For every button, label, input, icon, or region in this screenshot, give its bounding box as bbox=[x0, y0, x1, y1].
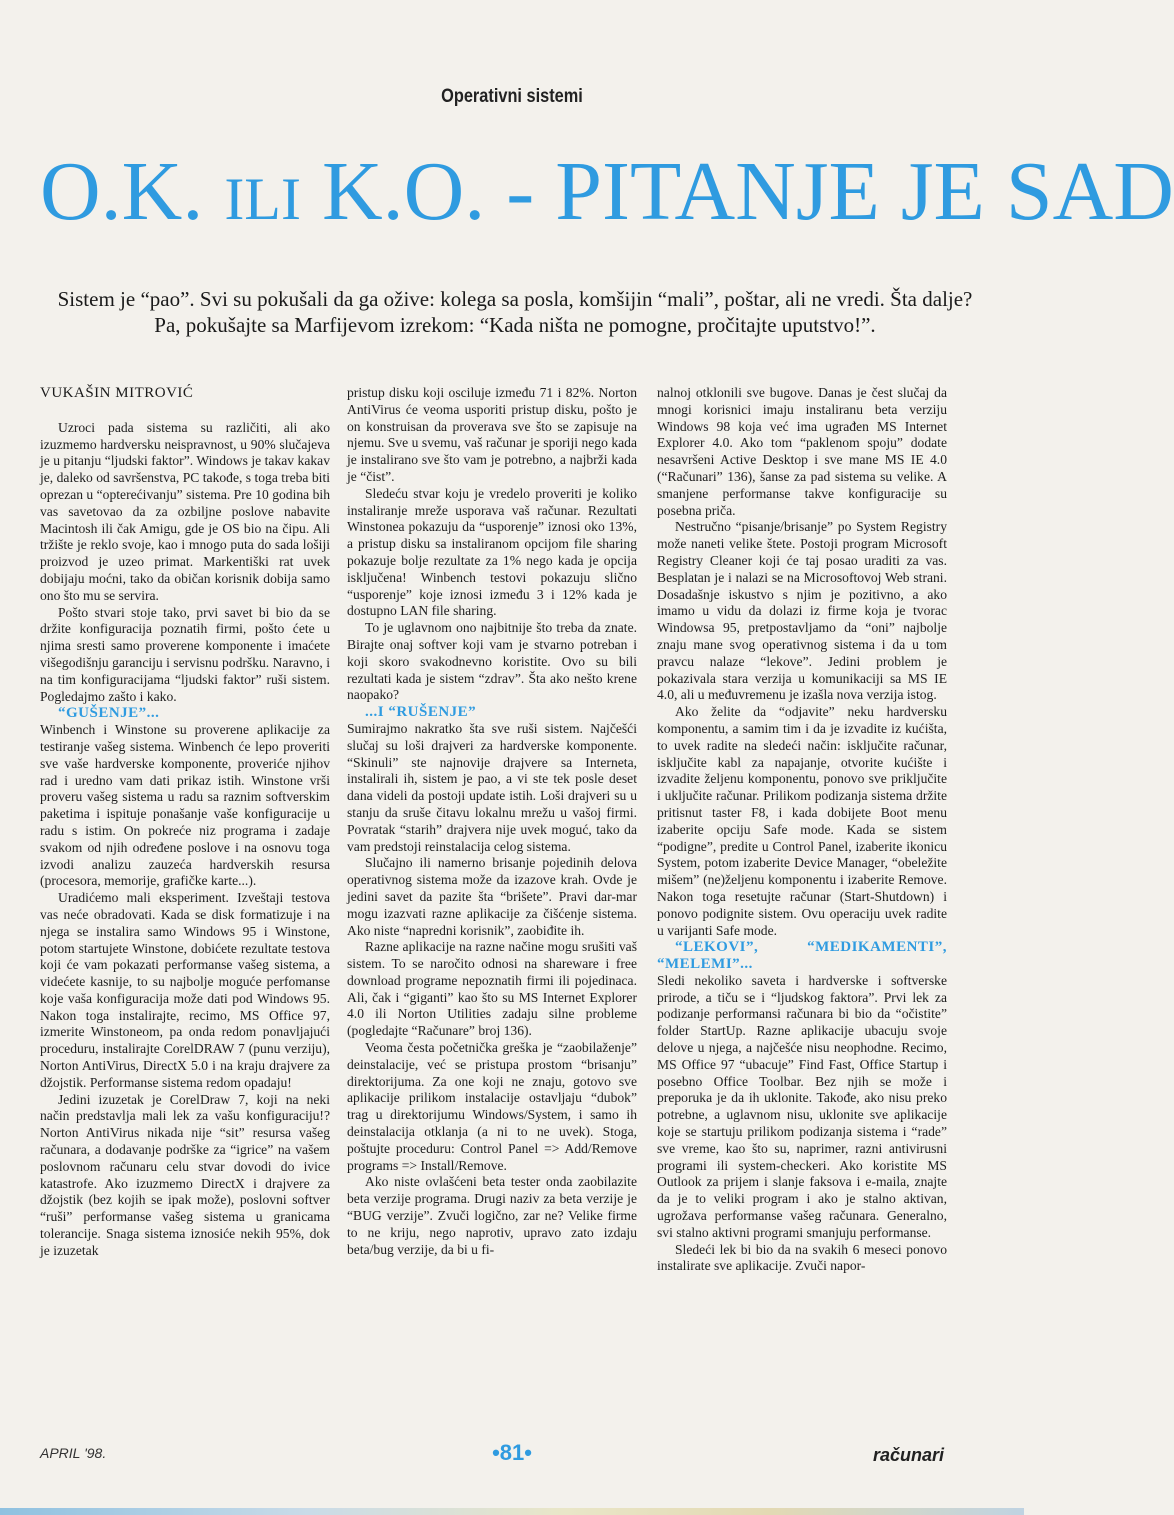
column-2 bbox=[347, 385, 637, 1258]
paragraph: Slučajno ili namerno brisanje pojedinih delova operativnog sistema može da izazove krah. Ovde je jedini savet da pazite šta “brišete”. Pravi dar-mar mogu izazvati razne aplikacije za čišćenje sistema. Ako niste “napredni korisnik”, zaobiđite ih. bbox=[347, 855, 637, 938]
paragraph: Nestručno “pisanje/brisanje” po System Registry može naneti velike štete. Postoji program Microsoft Registry Cleaner koji će taj posao uraditi za vas. Besplatan je i nalazi se na Microsoftovoj Web strani. Dosadašnje iskustvo s njim je pozitivno, a ako imamo u vidu da dolazi iz firme koja je tvorac Windowsa 95, pretpostavljamo da “oni” najbolje znaju mane svog operativnog sistema i da u tom pravcu nalaze “lekove”. Jedini problem je pokazivala stara verzija u komunikaciji sa MS IE 4.0, ali u međuvremenu je izašla nova verzija istog. bbox=[657, 519, 947, 703]
column-1 bbox=[40, 385, 330, 1260]
page-number: •81• bbox=[492, 1440, 532, 1465]
section-label: Operativni sistemi bbox=[441, 86, 583, 107]
paragraph: Uzroci pada sistema su različiti, ali ako izuzmemo hardversku neispravnost, u 90% slučajeva je u pitanju “ljudski faktor”. Windows je takav kakav je, daleko od savršenstva, PC takođe, s toga treba biti oprezan u “opterećivanju” sistema. Pre 10 godina bih vas savetovao da za ozbiljne poslove nabavite Macintosh ili čak Amigu, gde je OS bio na čipu. Ali tržište je reklo svoje, kao i mnogo puta do sada lošiji proizvod je uzeo primat. Markentiški rat uvek dobijaju moćni, tako da običan korisnik dobija samo ono što mu se servira. bbox=[40, 419, 330, 603]
subheading: “LEKOVI”, “MEDIKAMENTI”, “MELEMI”... bbox=[657, 939, 947, 973]
headline-part-2: ILI bbox=[224, 166, 301, 232]
paragraph: Pošto stvari stoje tako, prvi savet bi bio da se držite konfiguracija poznatih firmi, pošto ćete u njima sresti samo proverene komponente i imaćete višegodišnju garanciju i servisnu podršku. Naravno, i na tim konfiguracijama “ljudski faktor” ruši sistem. Pogledajmo zašto i kako. bbox=[40, 604, 330, 704]
paragraph: To je uglavnom ono najbitnije što treba da znate. Birajte onaj softver koji vam je stvarno potreban i koji skoro svakodnevno koristite. Ovo su bili rezultati kada je sistem “zdrav”. Šta ako nešto krene naopako? bbox=[347, 620, 637, 703]
paragraph: Jedini izuzetak je CorelDraw 7, koji na neki način predstavlja mali lek za vašu konfiguraciju!? Norton AntiVirus nikada nije “sit” resursa vašeg računara, a dodavanje podrške za “igrice” na vašem poslovnom računaru celu stvar dovodi do ivice katastrofe. Ako izuzmemo DirectX i drajvere za džojstik (bez kojih se ipak može), poslovni softver “ruši” performanse vašeg sistema u granicama tolerancije. Snaga sistema iznosiće nekih 95%, dok je izuzetak bbox=[40, 1091, 330, 1258]
paragraph: Winbench i Winstone su proverene aplikacije za testiranje vašeg sistema. Winbench će lepo proveriti sve vaše hardverske komponente, proveriće njihov rad i uredno vam dati prikaz istih. Winstone vrši proveru vašeg sistema u radu sa raznim softverskim paketima i ispituje ponašanje vaše konfiguracije u radu s istim. On pokreće niz programa i zadaje svakom od njih određene poslove i na osnovu toga izvodi analizu zauzeća hardverskih resursa (procesora, memorije, grafičke karte...). bbox=[40, 722, 330, 889]
subheading: “GUŠENJE”... bbox=[58, 705, 160, 722]
paragraph: Razne aplikacije na razne načine mogu srušiti vaš sistem. To se naročito odnosi na shareware i free download programe nepoznatih firmi ili pojedinaca. Ali, čak i “giganti” kao što su MS Internet Explorer 4.0 ili Norton Utilities zadaju silne probleme (pogledajte “Računare” broj 136). bbox=[347, 939, 637, 1039]
magazine-name: računari bbox=[872, 1445, 944, 1465]
paragraph: Sledeću stvar koju je vredelo proveriti je koliko instaliranje mreže usporava vaš računar. Rezultati Winstonea pokazuju da “usporenje” iznosi oko 13%, a pristup disku sa instaliranom opcijom file sharing pokazuje bolje rezultate za 1% nego kada je opcija isključena! Winbench testovi pokazuju slično “usporenje” koje iznosi između 3 i 12% kada je dostupno LAN file sharing. bbox=[347, 485, 637, 619]
paragraph: Veoma česta početnička greška je “zaobilaženje” deinstalacije, već se pristupa prostom “brisanju” direktorijuma. Za one koji ne znaju, gotovo sve aplikacije prilikom instalacije ostavljaju “dubok” trag u direktorijumu Windows/System, i samo ih deinstalacija otklanja (a ni to ne uvek). Stoga, poštujte proceduru: Control Panel => Add/Remove programs => Install/Remove. bbox=[347, 1040, 637, 1173]
column-3 bbox=[657, 385, 947, 1275]
paragraph: Sledi nekoliko saveta i hardverske i softverske prirode, a tiču se i “ljudskog faktora”. Prvi lek za podizanje performansi računara bi bio da “očistite” folder StartUp. Razne aplikacije ubacuju svoje delove u njega, a najčešće nisu neophodne. Recimo, MS Office 97 “ubacuje” Find Fast, Office Startup i posebno Office Toolbar. Bez njih se može i preporuka je da ih uklonite. Takođe, ako nisu preko potrebne, a uglavnom nisu, uklonite sve aplikacije koje se startuju prilikom podizanja sistema i “rade” sve vreme, kao što su, naprimer, razni antivirusni programi ili system-checkeri. Ako koristite MS Outlook za prijem i slanje faksova i e-maila, znajte da je to veliki program i ako je stalno aktivan, ugrožava performanse vašeg računara. Generalno, svi stalno aktivni programi smanjuju performanse. bbox=[657, 972, 947, 1240]
headline bbox=[40, 145, 1174, 238]
headline-part-1: O.K. bbox=[40, 145, 225, 238]
paragraph: Ako želite da “odjavite” neku hardversku komponentu, a samim tim i da je izvadite iz kućišta, to uvek radite na sledeći način: isključite računar, isključite kabl za napajanje, otvorite kućište i izvadite željenu komponentu, ponovo sve priključite i uključite računar. Prilikom podizanja sistema držite pritisnut taster F8, i kada dobijete Boot menu izaberite opciju Safe mode. Kada se sistem “podigne”, predite u Control Panel, izaberite ikonicu System, potom izaberite Device Manager, “obeležite mišem” (ne)željenu komponentu i izaberite Remove. Nakon toga resetujte računar (Start-Shutdown) i ponovo podignite sistem. Ovu operaciju uvek radite u varijanti Safe mode. bbox=[657, 704, 947, 938]
headline-part-3: K.O. - PITANJE JE SAD bbox=[300, 145, 1174, 238]
author-name: VUKAŠIN MITROVIĆ bbox=[40, 385, 194, 401]
paragraph: nalnoj otklonili sve bugove. Danas je čest slučaj da mnogi korisnici imaju instaliranu beta verziju Windows 98 koja već ima ugrađen MS Internet Explorer 4.0. Ako tom “paklenom spoju” dodate nesavršeni Active Desktop i sve mane MS IE 4.0 (“Računari” 136), šanse za pad sistema su velike. A smanjene performanse takve konfiguracije su posebna priča. bbox=[657, 385, 947, 518]
paragraph: Ako niste ovlašćeni beta tester onda zaobilazite beta verzije programa. Drugi naziv za beta verzije je “BUG verzije”. Zvuči logično, zar ne? Velike firme to ne kriju, nego naprotiv, upravo zato izdaju beta/bug verzije, da bi u fi- bbox=[347, 1174, 637, 1257]
footer-date: APRIL '98. bbox=[40, 1445, 107, 1461]
bottom-color-strip bbox=[0, 1508, 1024, 1515]
paragraph: Sumirajmo nakratko šta sve ruši sistem. Najčešći slučaj su loši drajveri za hardverske komponente. “Skinuli” ste najnovije drajvere sa Interneta, instalirali ih, sistem je pao, a vi ste tek posle deset dana videli da postoji update istih. Loši drajveri su u stanju da sruše čitavu lokalnu mrežu u vašoj firmi. Povratak “starih” drajvera nije uvek moguć, tako da vam predstoji reinstalacija celog sistema. bbox=[347, 720, 637, 854]
paragraph: pristup disku koji osciluje između 71 i 82%. Norton AntiVirus će veoma usporiti pristup disku, pošto je on konstruisan da proverava sve što se zapisuje na njemu. Sve u svemu, vaš računar je sporiji nego kada je instalirano sve što vam je potrebno, a najbrži kada je “čist”. bbox=[347, 385, 637, 484]
paragraph: Uradićemo mali eksperiment. Izveštaji testova vas neće obradovati. Kada se disk formatizuje i na njega se instalira samo Windows 95 i Winstone, potom startujete Winstone, dobićete rezultate testova koji će vam pokazati performanse vašeg sistema, a videćete kasnije, to su najbolje moguće perfomanse koje vaša konfiguracija može dati pod Windows 95. Nakon toga instalirajte, recimo, MS Office 97, izmerite Winstoneom, pa onda redom ponavljajući proceduru, instalirajte CorelDRAW 7 (punu verziju), Norton AntiVirus, DirectX 5.0 i na kraju drajvere za džojstik. Performanse sistema redom opadaju! bbox=[40, 890, 330, 1090]
subheading: ...I “RUŠENJE” bbox=[365, 704, 477, 721]
lead-paragraph: Sistem je “pao”. Svi su pokušali da ga ožive: kolega sa posla, komšijin “mali”, poštar, ali ne vredi. Šta dalje? Pa, pokušajte sa Marfijevom izrekom: “Kada ništa ne pomogne, pročitajte uputstvo!”. bbox=[57, 287, 973, 337]
paragraph: Sledeći lek bi bio da na svakih 6 meseci ponovo instalirate sve aplikacije. Zvuči napor- bbox=[657, 1241, 947, 1274]
